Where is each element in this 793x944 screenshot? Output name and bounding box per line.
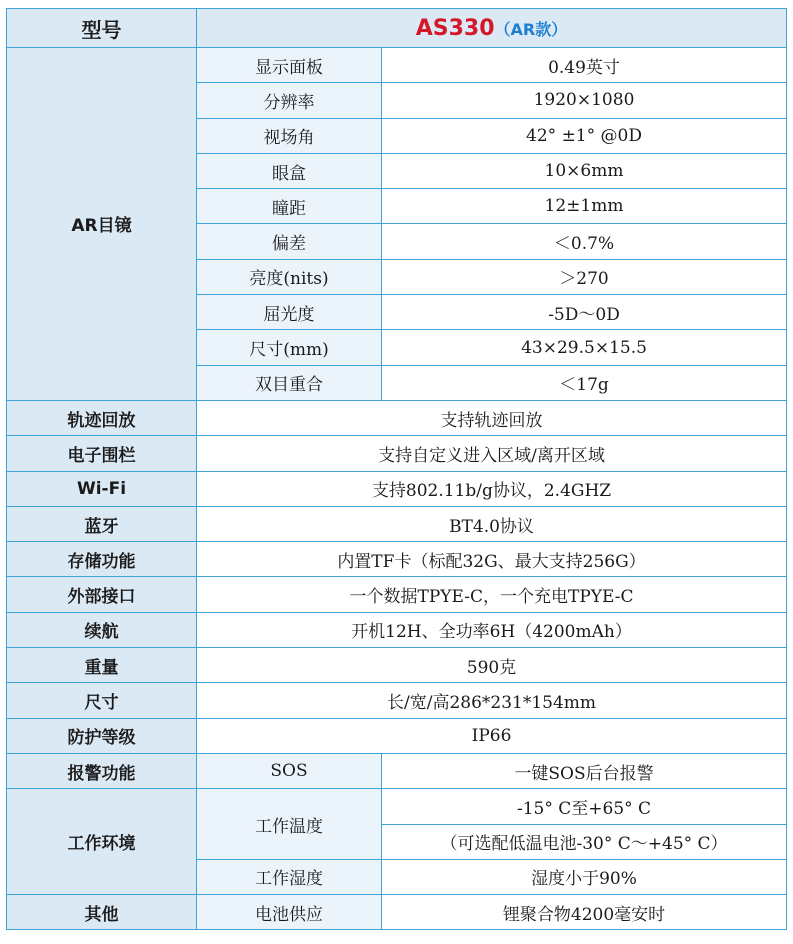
env-humidity-label: 工作湿度 — [197, 859, 382, 894]
model-name: AS330 — [415, 15, 495, 41]
env-temp-label: 工作温度 — [197, 789, 382, 860]
ar-label: 亮度(nits) — [197, 259, 382, 294]
spec-value: 开机12H、全功率6H（4200mAh） — [197, 612, 787, 647]
ar-label: 屈光度 — [197, 295, 382, 330]
spec-row — [7, 471, 787, 506]
spec-row — [7, 718, 787, 753]
ar-value: ＞270 — [382, 259, 787, 294]
spec-row — [7, 612, 787, 647]
alarm-row — [7, 753, 787, 788]
ar-value: 10×6mm — [382, 153, 787, 188]
spec-row — [7, 542, 787, 577]
spec-value: 支持轨迹回放 — [197, 400, 787, 435]
other-category: 其他 — [7, 895, 197, 930]
spec-row — [7, 400, 787, 435]
env-temp-value: -15° C至+65° C — [382, 789, 787, 824]
env-temp-value-optional: （可选配低温电池-30° C～+45° C） — [382, 824, 787, 859]
ar-value: 43×29.5×15.5 — [382, 330, 787, 365]
ar-label: 眼盒 — [197, 153, 382, 188]
ar-label: 瞳距 — [197, 189, 382, 224]
ar-label: 视场角 — [197, 118, 382, 153]
spec-value: BT4.0协议 — [197, 506, 787, 541]
alarm-label: SOS — [197, 753, 382, 788]
spec-category: 存储功能 — [7, 542, 197, 577]
alarm-value: 一键SOS后台报警 — [382, 753, 787, 788]
spec-value: 支持自定义进入区域/离开区域 — [197, 436, 787, 471]
model-cell — [197, 9, 787, 48]
ar-value: 12±1mm — [382, 189, 787, 224]
ar-row — [7, 48, 787, 83]
spec-table — [6, 8, 787, 930]
spec-row — [7, 648, 787, 683]
model-label: 型号 — [7, 9, 197, 48]
env-humidity-value: 湿度小于90% — [382, 859, 787, 894]
spec-category: 防护等级 — [7, 718, 197, 753]
spec-row — [7, 577, 787, 612]
alarm-category: 报警功能 — [7, 753, 197, 788]
spec-category: 重量 — [7, 648, 197, 683]
spec-category: 续航 — [7, 612, 197, 647]
spec-value: 长/宽/高286*231*154mm — [197, 683, 787, 718]
spec-value: 一个数据TPYE-C，一个充电TPYE-C — [197, 577, 787, 612]
ar-value: -5D～0D — [382, 295, 787, 330]
ar-label: 分辨率 — [197, 83, 382, 118]
spec-category: 电子围栏 — [7, 436, 197, 471]
env-category: 工作环境 — [7, 789, 197, 895]
spec-category: 外部接口 — [7, 577, 197, 612]
spec-value: IP66 — [197, 718, 787, 753]
other-label: 电池供应 — [197, 895, 382, 930]
spec-category: 轨迹回放 — [7, 400, 197, 435]
env-row — [7, 789, 787, 824]
spec-category: Wi-Fi — [7, 471, 197, 506]
ar-value: ＜0.7% — [382, 224, 787, 259]
ar-value: 42° ±1° @0D — [382, 118, 787, 153]
ar-label: 双目重合 — [197, 365, 382, 400]
ar-value: ＜17g — [382, 365, 787, 400]
model-variant: （AR款） — [494, 19, 568, 39]
other-value: 锂聚合物4200毫安时 — [382, 895, 787, 930]
spec-value: 590克 — [197, 648, 787, 683]
ar-label: 偏差 — [197, 224, 382, 259]
ar-value: 0.49英寸 — [382, 48, 787, 83]
header-row — [7, 9, 787, 48]
spec-category: 尺寸 — [7, 683, 197, 718]
spec-row — [7, 683, 787, 718]
ar-category: AR目镜 — [7, 48, 197, 401]
spec-row — [7, 436, 787, 471]
spec-value: 内置TF卡（标配32G、最大支持256G） — [197, 542, 787, 577]
ar-value: 1920×1080 — [382, 83, 787, 118]
spec-row — [7, 506, 787, 541]
other-row — [7, 895, 787, 930]
spec-category: 蓝牙 — [7, 506, 197, 541]
ar-label: 尺寸(mm) — [197, 330, 382, 365]
spec-value: 支持802.11b/g协议，2.4GHZ — [197, 471, 787, 506]
ar-label: 显示面板 — [197, 48, 382, 83]
